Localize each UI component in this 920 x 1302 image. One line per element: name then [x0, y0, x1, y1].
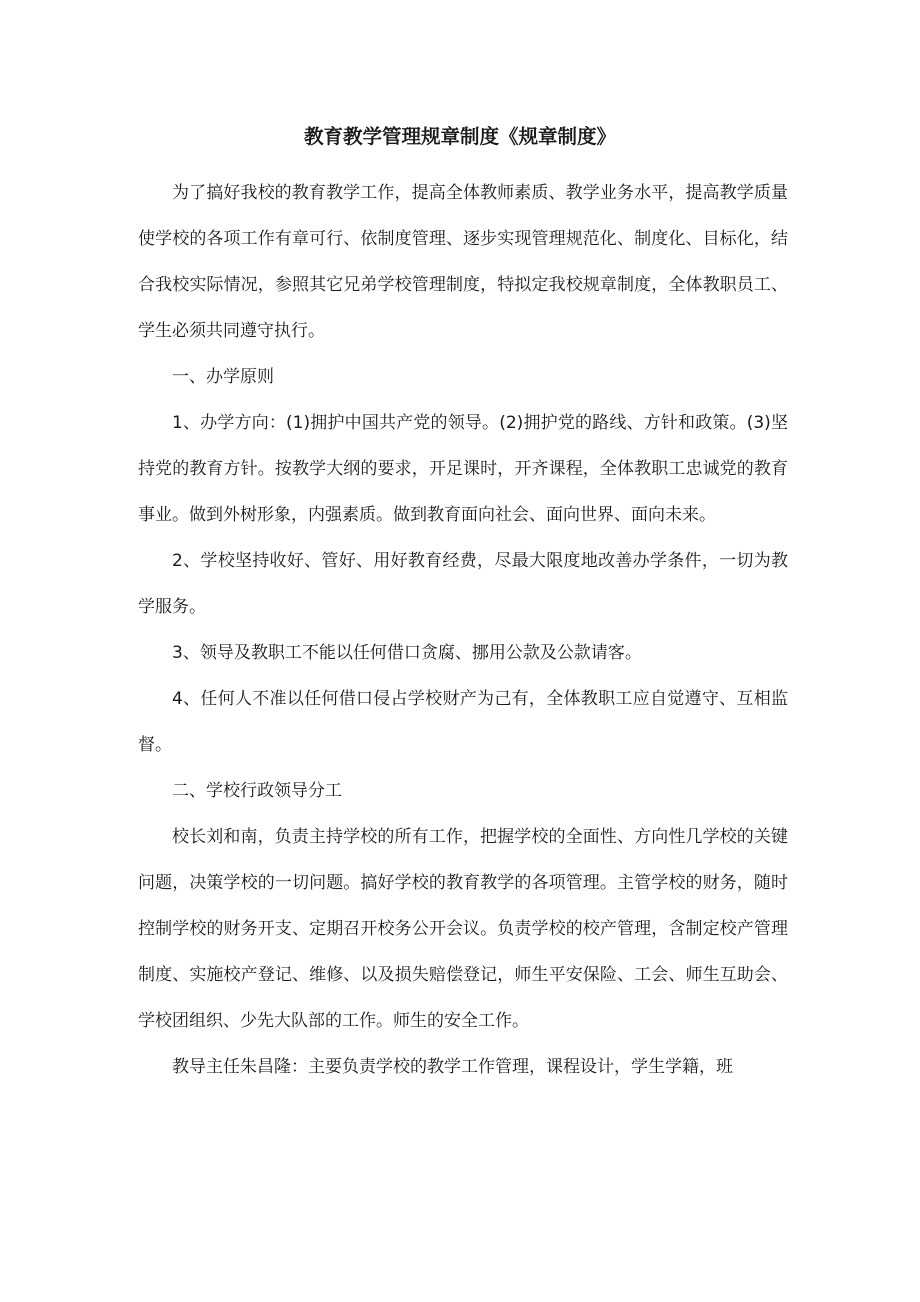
paragraph-principle-3: 3、领导及教职工不能以任何借口贪腐、挪用公款及公款请客。	[172, 643, 642, 663]
section-heading-division: 二、学校行政领导分工	[172, 781, 342, 801]
paragraph-principal: 校长刘和南，负责主持学校的所有工作，把握学校的全面性、方向性几学校的关键问题，决策学校的一切问题。搞好学校的教育教学的各项管理。主管学校的财务，随时控制学校的财务开支、定期召开校务公开会议。负责学校的校产管理，含制定校产管理制度、实施校产登记、维修、以及损失赔偿登记，师生平安保险、工会、师生互助会、学校团组织、少先大队部的工作。师生的安全工作。	[138, 827, 788, 1031]
document-title: 教育教学管理规章制度《规章制度》	[303, 125, 616, 148]
paragraph-principle-1: 1、办学方向：(1)拥护中国共产党的领导。(2)拥护党的路线、方针和政策。(3)坚持党的教育方针。按教学大纲的要求，开足课时，开齐课程，全体教职工忠诚党的教育事业。做到外树形象，内强素质。做到教育面向社会、面向世界、面向未来。	[138, 413, 788, 525]
document-body	[138, 170, 788, 1090]
section-heading-principles: 一、办学原则	[172, 367, 274, 387]
paragraph-principle-2: 2、学校坚持收好、管好、用好教育经费，尽最大限度地改善办学条件，一切为教学服务。	[138, 551, 788, 617]
paragraph-intro: 为了搞好我校的教育教学工作，提高全体教师素质、教学业务水平，提高教学质量使学校的各项工作有章可行、依制度管理、逐步实现管理规范化、制度化、目标化，结合我校实际情况，参照其它兄弟学校管理制度，特拟定我校规章制度，全体教职员工、学生必须共同遵守执行。	[138, 183, 788, 341]
paragraph-dean: 教导主任朱昌隆：主要负责学校的教学工作管理，课程设计，学生学籍，班	[172, 1057, 733, 1077]
paragraph-principle-4: 4、任何人不准以任何借口侵占学校财产为己有，全体教职工应自觉遵守、互相监督。	[138, 689, 788, 755]
